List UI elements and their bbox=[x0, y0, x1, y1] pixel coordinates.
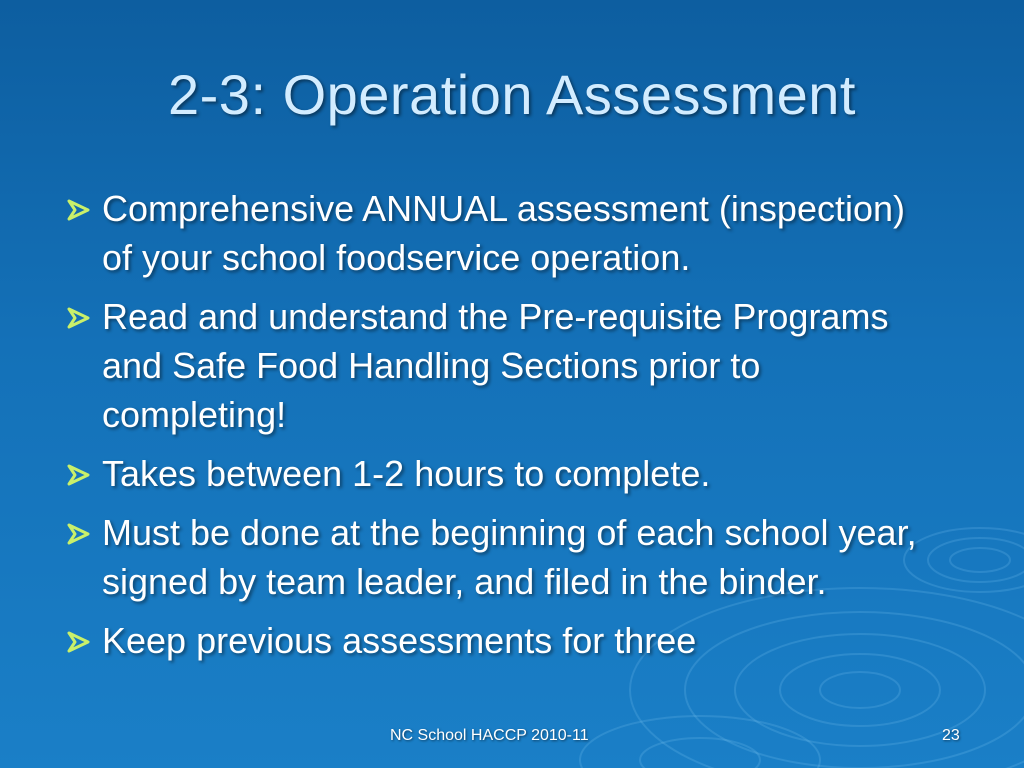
bullet-text: Must be done at the beginning of each school year, signed by team leader, and filed in the binder. bbox=[102, 512, 917, 602]
bullet-item bbox=[66, 292, 926, 439]
bullet-item bbox=[66, 508, 926, 606]
slide-number: 23 bbox=[942, 727, 960, 744]
footer-text: NC School HACCP 2010-11 bbox=[390, 727, 589, 744]
bullet-text: Comprehensive ANNUAL assessment (inspection) of your school foodservice operation. bbox=[102, 188, 906, 278]
bullet-item bbox=[66, 184, 926, 282]
bullet-list bbox=[66, 184, 926, 675]
slide-title: 2-3: Operation Assessment bbox=[168, 63, 856, 126]
bullet-item bbox=[66, 616, 926, 665]
bullet-text: Read and understand the Pre-requisite Programs and Safe Food Handling Sections prior to completing! bbox=[102, 296, 889, 435]
bullet-text: Keep previous assessments for three bbox=[102, 620, 697, 661]
arrowhead-bullet-icon bbox=[66, 630, 92, 654]
arrowhead-bullet-icon bbox=[66, 522, 92, 546]
bullet-item bbox=[66, 449, 926, 498]
bullet-text: Takes between 1-2 hours to complete. bbox=[102, 453, 711, 494]
arrowhead-bullet-icon bbox=[66, 198, 92, 222]
arrowhead-bullet-icon bbox=[66, 463, 92, 487]
arrowhead-bullet-icon bbox=[66, 306, 92, 330]
